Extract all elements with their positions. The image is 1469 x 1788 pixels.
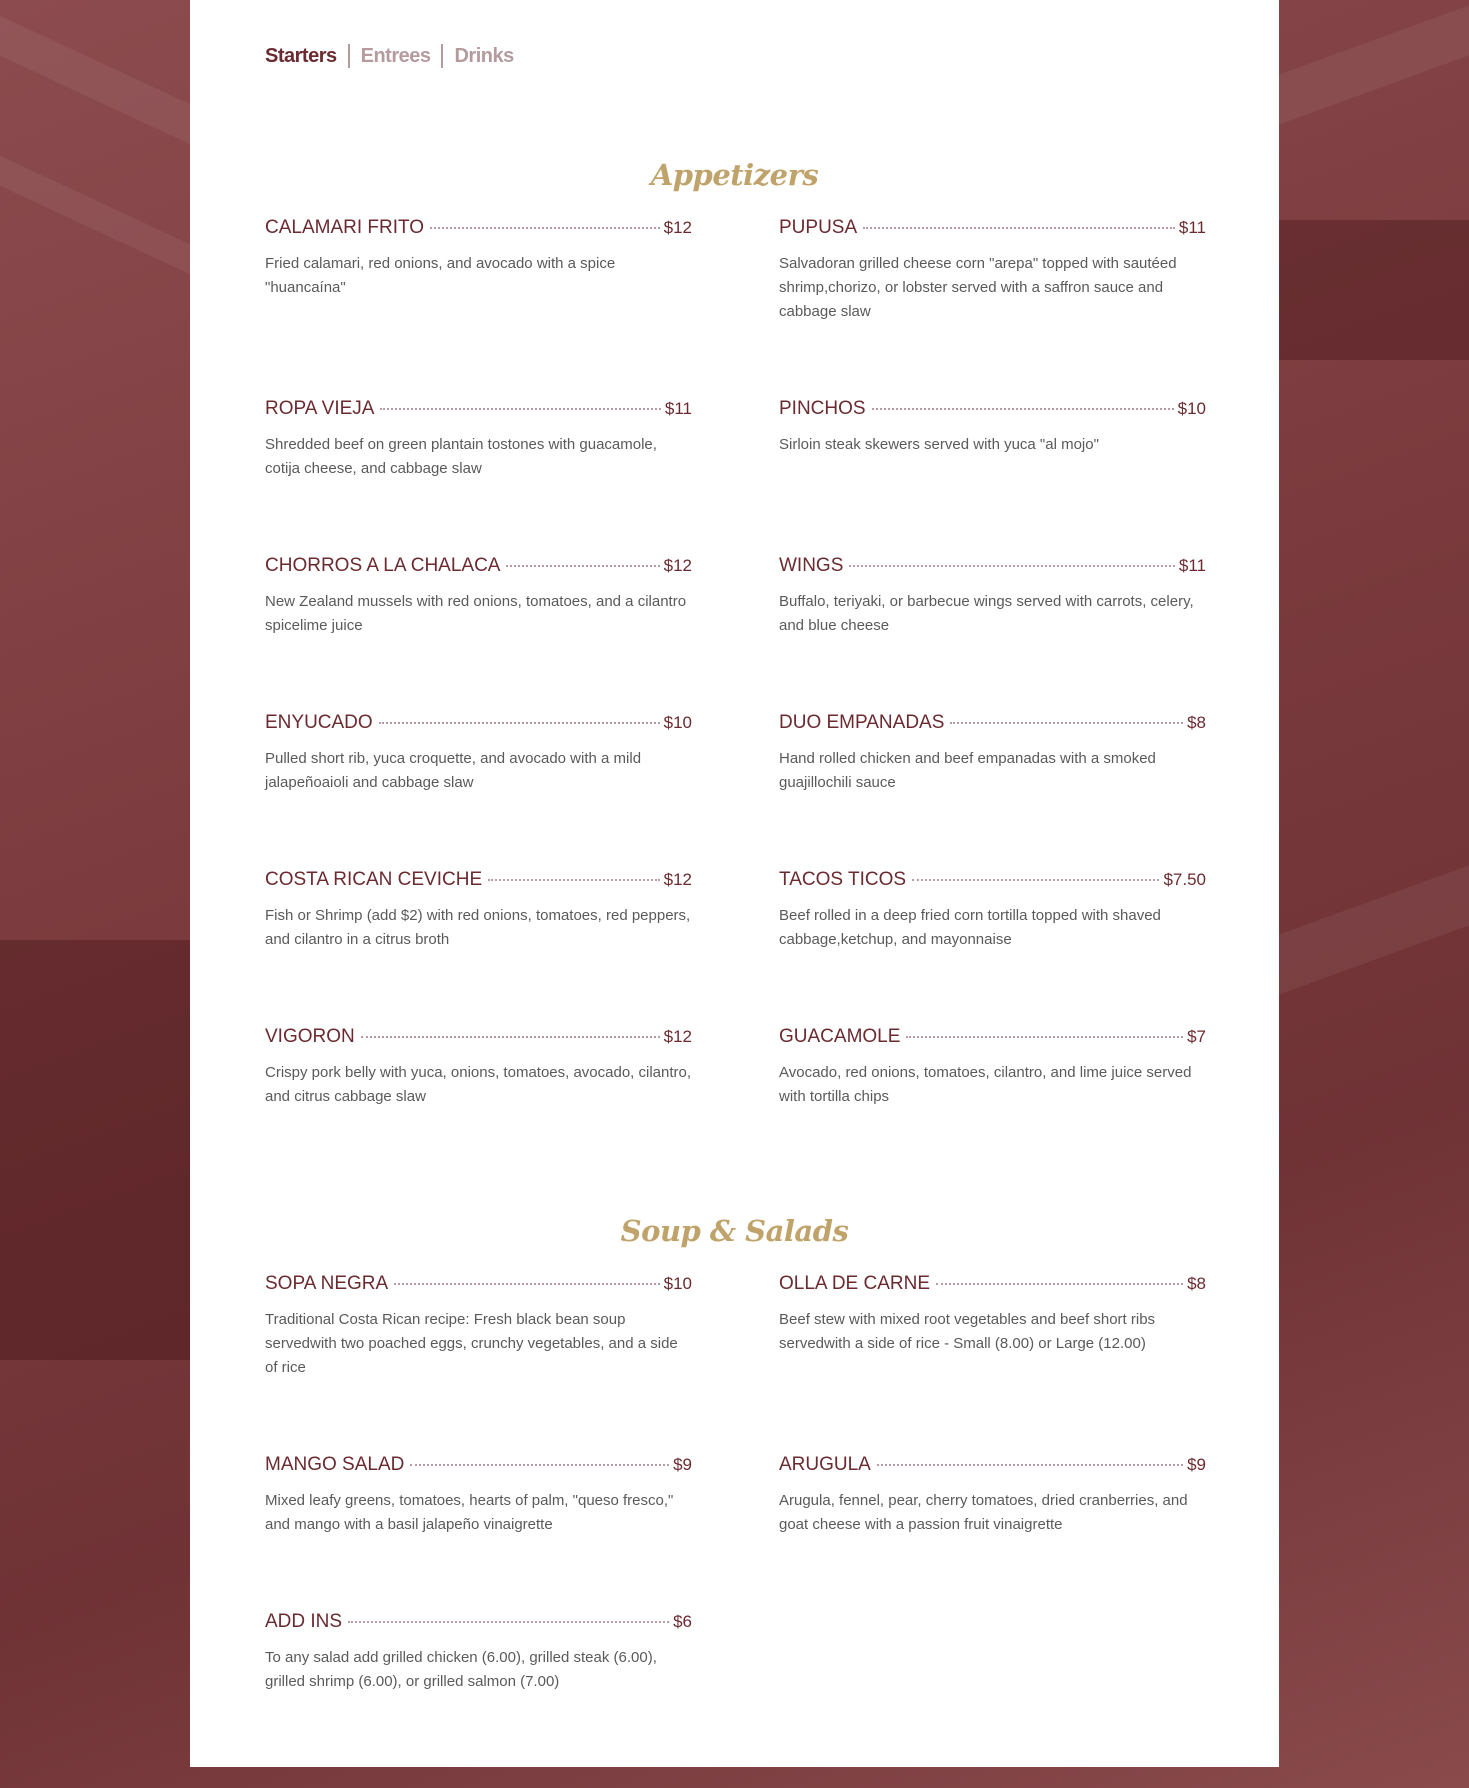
menu-item <box>779 869 1206 952</box>
item-price: $10 <box>663 1274 692 1293</box>
menu-item <box>265 555 692 638</box>
item-name: WINGS <box>779 555 844 576</box>
background-streak <box>0 156 190 275</box>
item-price: $7.50 <box>1163 870 1206 889</box>
leader-dots <box>849 565 1175 567</box>
menu-item <box>265 398 692 481</box>
item-price: $6 <box>673 1612 692 1631</box>
item-price: $8 <box>1187 713 1206 732</box>
menu-panel <box>190 0 1279 1767</box>
item-description: Hand rolled chicken and beef empanadas with a smoked guajillochili sauce <box>779 750 1156 791</box>
background-streak <box>0 16 190 145</box>
item-name: ENYUCADO <box>265 712 373 733</box>
leader-dots <box>380 408 660 410</box>
item-price: $10 <box>1177 399 1206 418</box>
leader-dots <box>877 1464 1183 1466</box>
leader-dots <box>906 1036 1183 1038</box>
menu-item <box>265 1611 692 1694</box>
item-name: CHORROS A LA CHALACA <box>265 555 501 576</box>
leader-dots <box>348 1621 669 1623</box>
background-streak <box>1279 5 1469 124</box>
leader-dots <box>394 1283 659 1285</box>
menu-item <box>779 1026 1206 1109</box>
tab-entrees[interactable]: Entrees <box>360 44 431 67</box>
item-name: SOPA NEGRA <box>265 1273 389 1294</box>
background-shadow <box>0 940 190 1360</box>
menu-item <box>265 869 692 952</box>
menu-item <box>779 1273 1206 1356</box>
item-price: $9 <box>673 1455 692 1474</box>
leader-dots <box>912 879 1159 881</box>
item-description: Crispy pork belly with yuca, onions, tomatoes, avocado, cilantro, and citrus cabbage slaw <box>265 1064 692 1105</box>
item-price: $7 <box>1187 1027 1206 1046</box>
item-name: DUO EMPANADAS <box>779 712 945 733</box>
item-description: New Zealand mussels with red onions, tomatoes, and a cilantro spicelime juice <box>265 593 687 634</box>
item-description: Avocado, red onions, tomatoes, cilantro, and lime juice served with tortilla chips <box>779 1064 1192 1105</box>
item-price: $9 <box>1187 1455 1206 1474</box>
menu-item <box>265 217 692 300</box>
leader-dots <box>936 1283 1183 1285</box>
background-streak <box>1279 865 1469 994</box>
leader-dots <box>863 227 1175 229</box>
section-title-soup-salads: Soup & Salads <box>620 1214 849 1248</box>
menu-item <box>265 1454 692 1537</box>
item-name: CALAMARI FRITO <box>265 217 425 238</box>
item-description: Fried calamari, red onions, and avocado with a spice "huancaína" <box>265 255 616 296</box>
leader-dots <box>872 408 1174 410</box>
leader-dots <box>430 227 660 229</box>
menu-item <box>265 1273 692 1380</box>
item-price: $8 <box>1187 1274 1206 1293</box>
item-price: $10 <box>663 713 692 732</box>
item-name: GUACAMOLE <box>779 1026 901 1047</box>
item-description: Mixed leafy greens, tomatoes, hearts of palm, "queso fresco," and mango with a basil jalapeño vinaigrette <box>265 1492 674 1533</box>
tab-divider <box>441 44 443 68</box>
item-description: Sirloin steak skewers served with yuca "al mojo" <box>779 436 1099 453</box>
item-description: Traditional Costa Rican recipe: Fresh black bean soup servedwith two poached eggs, crunchy vegetables, and a side of rice <box>265 1311 678 1376</box>
item-name: VIGORON <box>265 1026 355 1047</box>
item-price: $11 <box>1178 218 1206 237</box>
item-price: $11 <box>1178 556 1206 575</box>
tab-starters[interactable]: Starters <box>265 44 337 67</box>
item-description: Beef rolled in a deep fried corn tortilla topped with shaved cabbage,ketchup, and mayonnaise <box>779 907 1161 948</box>
item-name: ADD INS <box>265 1611 343 1632</box>
leader-dots <box>950 722 1183 724</box>
item-price: $12 <box>663 218 692 237</box>
menu-item <box>779 217 1206 324</box>
leader-dots <box>488 879 659 881</box>
menu-item <box>779 712 1206 795</box>
item-name: PUPUSA <box>779 217 858 238</box>
item-name: ROPA VIEJA <box>265 398 375 419</box>
item-description: Arugula, fennel, pear, cherry tomatoes, dried cranberries, and goat cheese with a passion fruit vinaigrette <box>779 1492 1188 1533</box>
item-name: OLLA DE CARNE <box>779 1273 930 1294</box>
item-name: PINCHOS <box>779 398 866 419</box>
menu-item <box>265 1026 692 1109</box>
item-price: $12 <box>663 1027 692 1046</box>
item-price: $11 <box>664 399 692 418</box>
leader-dots <box>361 1036 660 1038</box>
item-name: TACOS TICOS <box>779 869 907 890</box>
menu-tabs <box>265 44 514 68</box>
tab-drinks[interactable]: Drinks <box>454 44 514 67</box>
tab-divider <box>348 44 350 68</box>
item-description: Beef stew with mixed root vegetables and beef short ribs servedwith a side of rice - Small (8.00) or Large (12.00) <box>779 1311 1156 1352</box>
leader-dots <box>379 722 660 724</box>
menu-item <box>779 398 1206 457</box>
item-price: $12 <box>663 556 692 575</box>
item-price: $12 <box>663 870 692 889</box>
item-description: Salvadoran grilled cheese corn "arepa" topped with sautéed shrimp,chorizo, or lobster served with a saffron sauce and cabbage slaw <box>779 255 1177 320</box>
section-title-appetizers: Appetizers <box>650 158 819 192</box>
leader-dots <box>410 1464 669 1466</box>
menu-item <box>779 1454 1206 1537</box>
item-description: Shredded beef on green plantain tostones with guacamole, cotija cheese, and cabbage slaw <box>265 436 657 477</box>
item-name: COSTA RICAN CEVICHE <box>265 869 483 890</box>
item-name: ARUGULA <box>779 1454 871 1475</box>
item-description: Fish or Shrimp (add $2) with red onions, tomatoes, red peppers, and cilantro in a citrus broth <box>265 907 691 948</box>
item-description: Pulled short rib, yuca croquette, and avocado with a mild jalapeñoaioli and cabbage slaw <box>265 750 642 791</box>
background-shadow <box>1279 220 1469 360</box>
menu-item <box>779 555 1206 638</box>
item-description: Buffalo, teriyaki, or barbecue wings served with carrots, celery, and blue cheese <box>779 593 1194 634</box>
item-name: MANGO SALAD <box>265 1454 405 1475</box>
item-description: To any salad add grilled chicken (6.00), grilled steak (6.00), grilled shrimp (6.00), or grilled salmon (7.00) <box>265 1649 657 1690</box>
menu-item <box>265 712 692 795</box>
leader-dots <box>506 565 659 567</box>
